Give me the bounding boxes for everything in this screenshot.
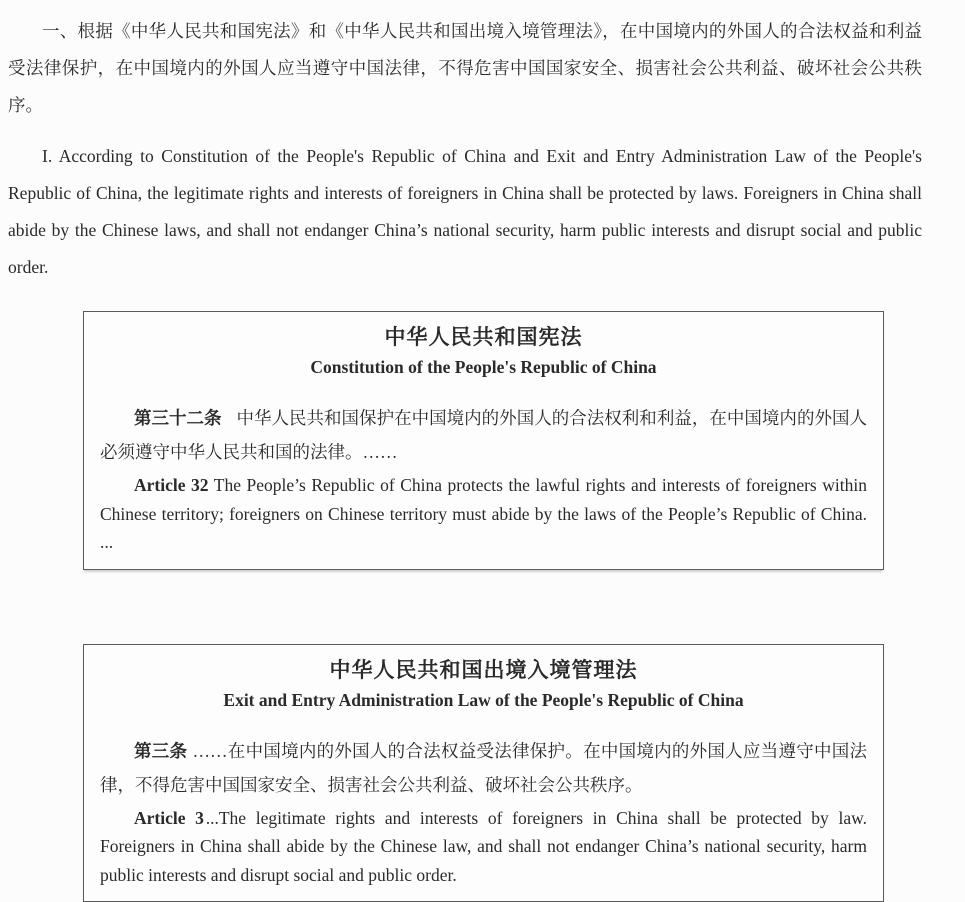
intro-paragraph-en: I. According to Constitution of the People's Republic of China and Exit and Entry Administration Law of the People's Republic of China, the legitimate rights and interests of foreigners in China shall be protected by laws. Foreigners in China shall abide by the Chinese laws, and shall not endanger China’s national security, harm public interests and disrupt social and public order. xyxy=(8,138,922,286)
exit-entry-article-text-en: ...The legitimate rights and interests of foreigners in China shall be protected by law. Foreigners in China shall abide by the Chinese law, and shall not endanger China’s national security, harm public interests and disrupt social and public order. xyxy=(100,808,867,885)
constitution-article-label-zh: 第三十二条 xyxy=(134,408,222,428)
exit-entry-article-label-en: Article 3 xyxy=(134,808,204,828)
law-box-constitution xyxy=(83,311,884,570)
exit-entry-article-en xyxy=(100,804,867,890)
exit-entry-article-text-zh: ……在中国境内的外国人的合法权益受法律保护。在中国境内的外国人应当遵守中国法律，不得危害中国国家安全、损害社会公共利益、破坏社会公共秩序。 xyxy=(100,741,867,795)
exit-entry-article-zh xyxy=(100,734,867,802)
constitution-article-text-zh: 中华人民共和国保护在中国境内的外国人的合法权利和利益，在中国境内的外国人必须遵守中华人民共和国的法律。…… xyxy=(100,408,867,462)
constitution-title-zh: 中华人民共和国宪法 xyxy=(100,322,867,353)
law-box-exit-entry xyxy=(83,644,884,902)
constitution-article-zh xyxy=(100,401,867,469)
exit-entry-article-label-zh: 第三条 xyxy=(134,741,187,761)
constitution-article-en xyxy=(100,471,867,557)
constitution-article-label-en: Article 32 xyxy=(134,475,209,495)
exit-entry-title-en: Exit and Entry Administration Law of the People's Republic of China xyxy=(100,686,867,714)
exit-entry-title-zh: 中华人民共和国出境入境管理法 xyxy=(100,655,867,686)
constitution-article-text-en: The People’s Republic of China protects the lawful rights and interests of foreigners within Chinese territory; foreigners on Chinese territory must abide by the laws of the People’s Republic of China. ... xyxy=(100,475,867,552)
intro-paragraph-zh: 一、根据《中华人民共和国宪法》和《中华人民共和国出境入境管理法》，在中国境内的外国人的合法权益和利益受法律保护，在中国境内的外国人应当遵守中国法律，不得危害中国国家安全、损害社会公共利益、破坏社会公共秩序。 xyxy=(8,13,922,124)
constitution-title-en: Constitution of the People's Republic of China xyxy=(100,353,867,381)
